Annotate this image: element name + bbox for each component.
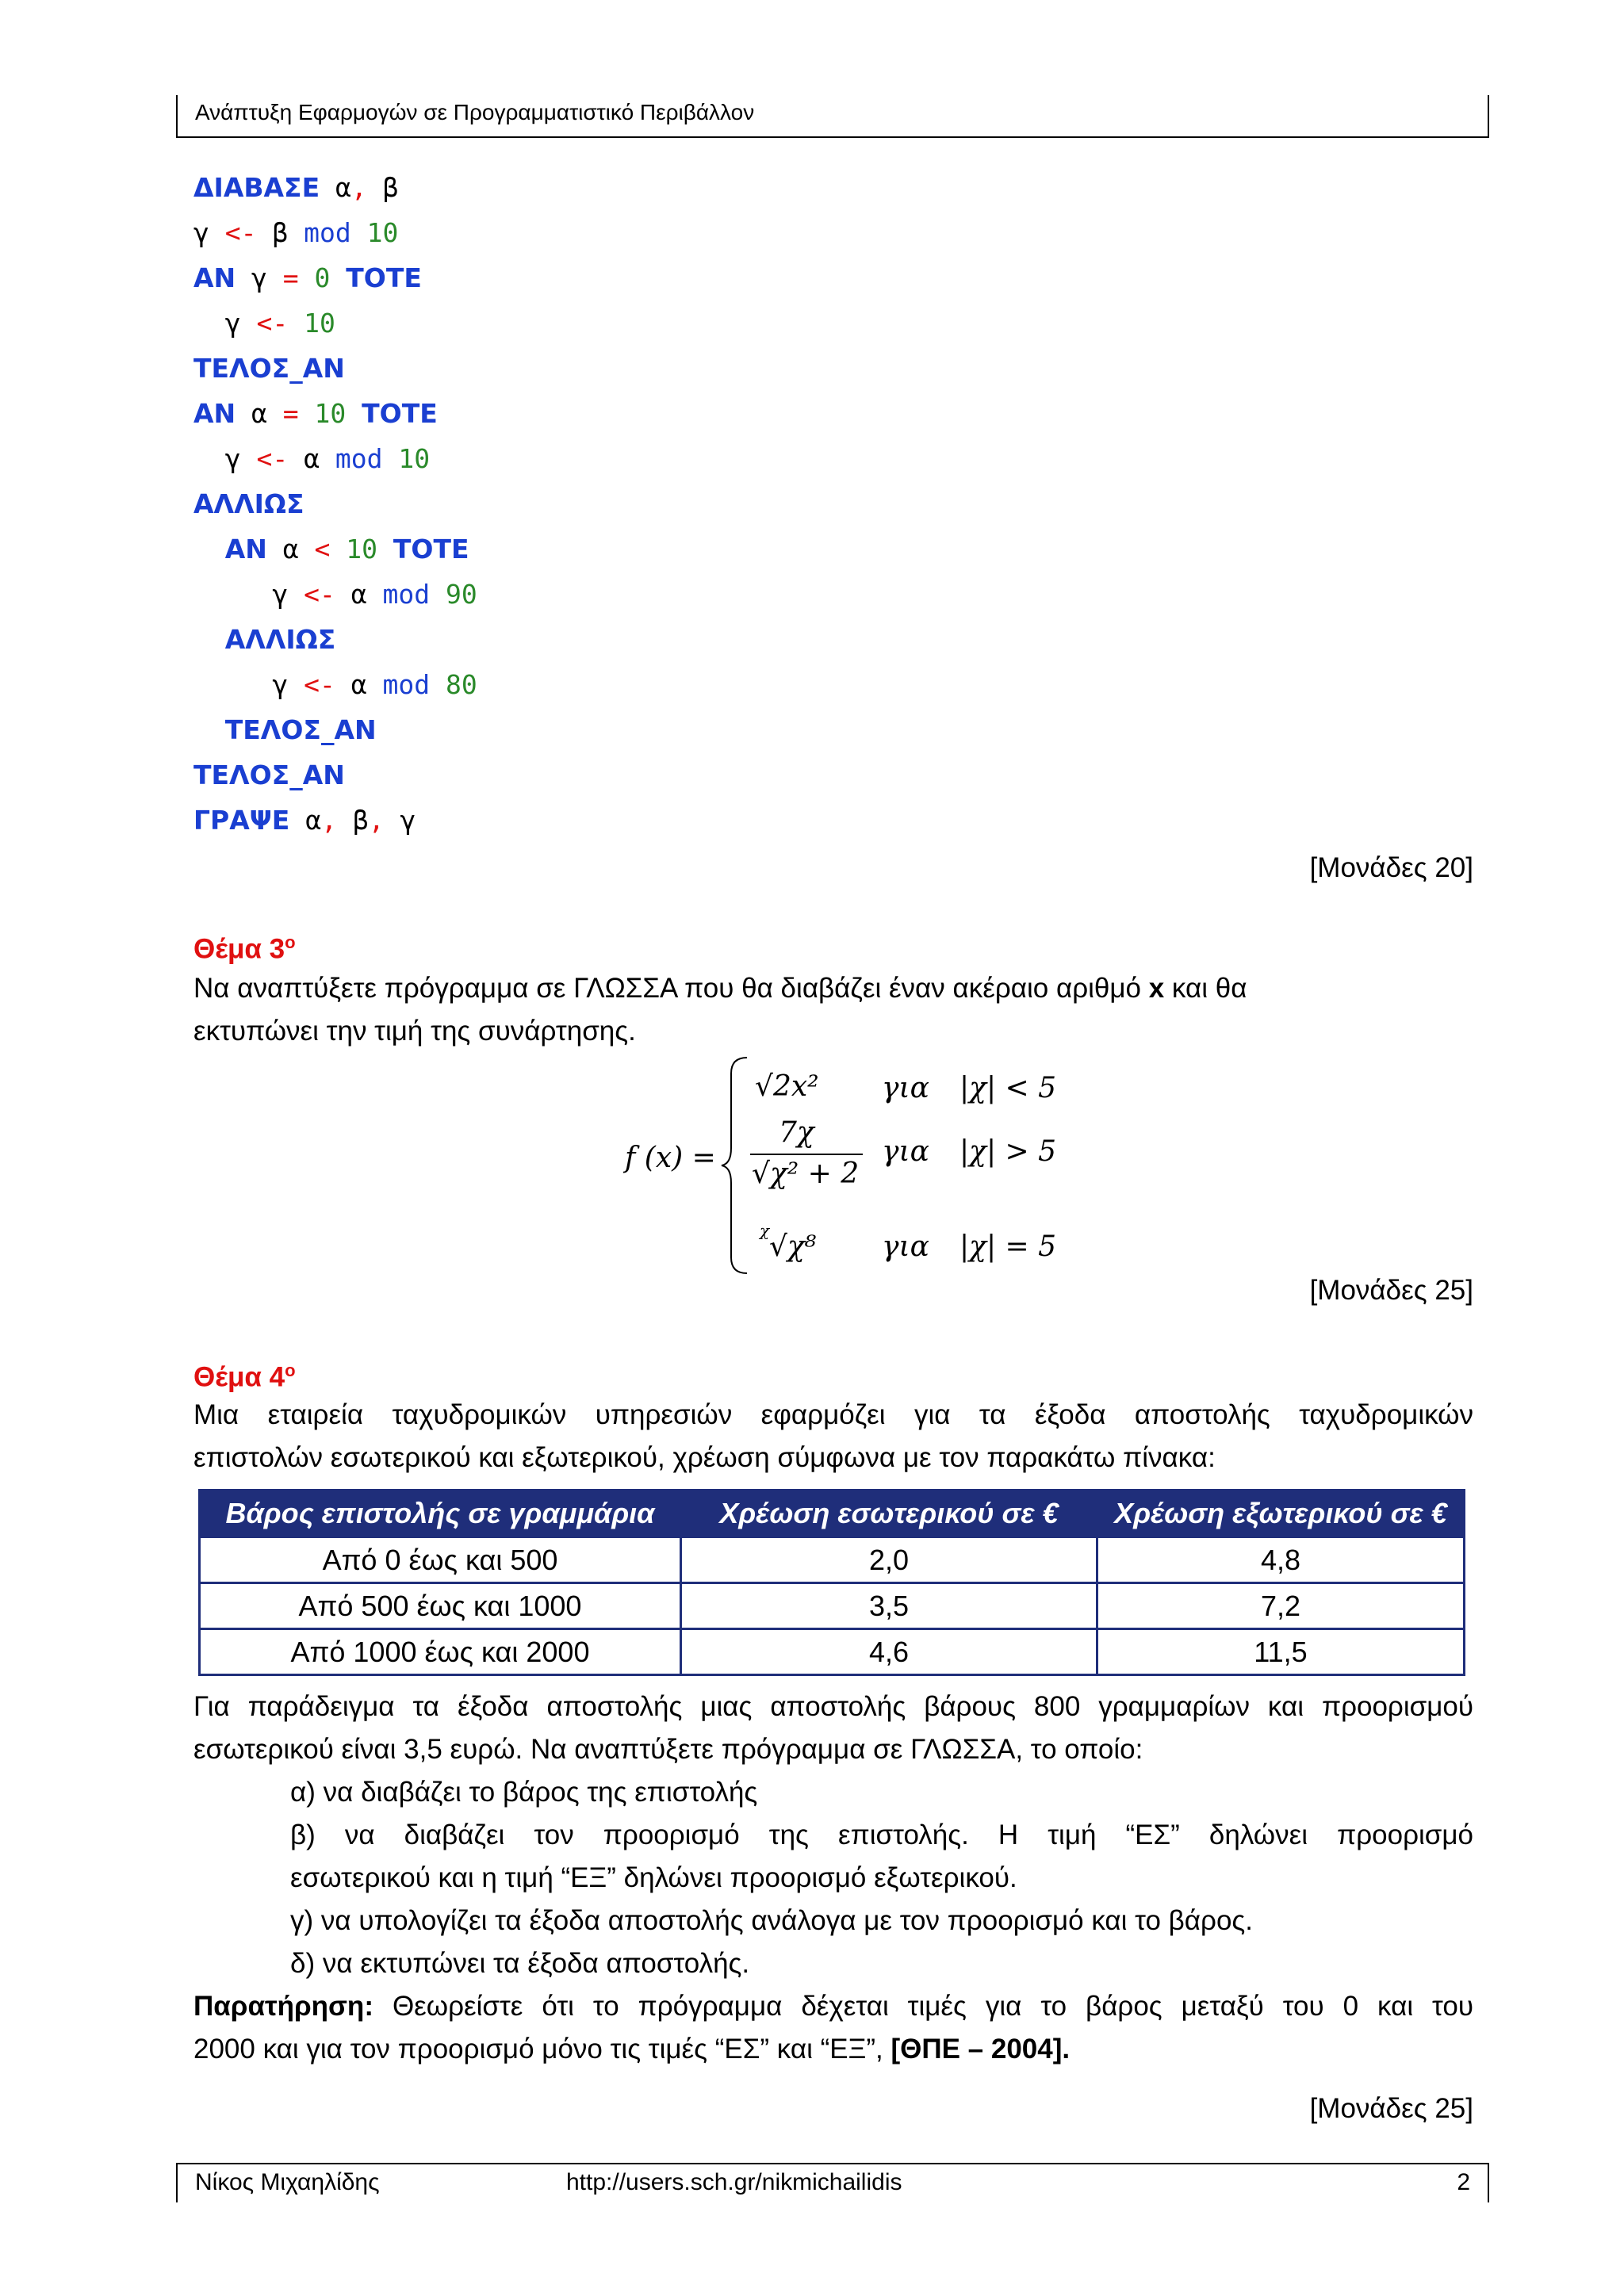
operator: < (314, 534, 331, 564)
theme3-line2: εκτυπώνει την τιμή της συνάρτησης. (193, 1016, 636, 1047)
theme4-body (193, 1686, 1473, 2071)
header-title: Ανάπτυξη Εφαρμογών σε Προγραμματιστικό Περιβάλλον (195, 100, 755, 124)
keyword: ΑΛΛΙΩΣ (224, 624, 336, 655)
keyword: ΑΝ (193, 262, 236, 293)
cell-international: 7,2 (1097, 1583, 1465, 1629)
theme3-text (193, 967, 1473, 1053)
cell-weight: Από 500 έως και 1000 (200, 1583, 681, 1629)
theme4-title: Θέμα 4 (193, 1361, 285, 1393)
table-row (200, 1583, 1465, 1629)
keyword: ΑΛΛΙΩΣ (193, 488, 304, 519)
case3-root-index: χ (760, 1221, 770, 1240)
piecewise-formula (619, 1054, 1063, 1276)
keyword: ΤΟΤΕ (393, 534, 469, 564)
mod-operator: mod (304, 217, 351, 248)
cell-domestic: 3,5 (681, 1583, 1097, 1629)
code-line (193, 481, 477, 526)
note-line1 (193, 1985, 1473, 2028)
theme4-intro-line1: Μια εταιρεία ταχυδρομικών υπηρεσιών εφαρμόζει για τα έξοδα αποστολής ταχυδρομικών (193, 1399, 1473, 1430)
theme3-title: Θέμα 3 (193, 933, 285, 965)
item-a: α) να διαβάζει το βάρος της επιστολής (290, 1777, 758, 1808)
code-line (193, 210, 477, 255)
variable: β (272, 217, 289, 248)
theme3-heading (193, 921, 296, 971)
cell-international: 4,8 (1097, 1537, 1465, 1583)
number: 10 (304, 308, 335, 339)
formula-lhs: f (x) = (625, 1142, 716, 1174)
item-c: γ) να υπολογίζει τα έξοδα αποστολής ανάλογα με τον προορισμό και το βάρος. (290, 1905, 1254, 1936)
theme3-line1-bold: x (1148, 973, 1165, 1004)
number: 80 (445, 669, 477, 700)
code-line (193, 346, 477, 391)
variable: α (305, 805, 322, 836)
number: 10 (346, 534, 378, 564)
note-reference: [ΘΠΕ – 2004]. (891, 2034, 1071, 2064)
operator: = (282, 398, 299, 429)
mod-operator: mod (382, 669, 431, 700)
number: 10 (398, 443, 431, 474)
note-text-1: Θεωρείστε ότι το πρόγραμμα δέχεται τιμές για το βάρος μεταξύ του 0 και του (392, 1991, 1473, 2022)
keyword: ΤΟΤΕ (346, 262, 422, 293)
footer-author: Νίκος Μιχαηλίδης (195, 2169, 380, 2195)
note-label: Παρατήρηση: (193, 1991, 373, 2022)
condition-3: |χ| = 5 (959, 1230, 1057, 1263)
theme3-line1-text: Να αναπτύξετε πρόγραμμα σε ΓΛΩΣΣΑ που θα διαβάζει έναν ακέραιο αριθμό (193, 973, 1141, 1004)
for-word-2: για (882, 1135, 929, 1168)
cell-domestic: 2,0 (681, 1537, 1097, 1583)
theme4-intro (193, 1394, 1473, 1479)
operator: = (282, 262, 299, 293)
code-line (193, 436, 477, 481)
code-line (193, 165, 477, 210)
theme3-line1-end: και θα (1171, 973, 1247, 1004)
fraction-bar (750, 1154, 863, 1155)
for-word-3: για (882, 1230, 929, 1263)
theme4-sup: ο (285, 1360, 296, 1380)
mod-operator: mod (382, 579, 431, 610)
code-line (193, 752, 477, 798)
keyword: ΤΕΛΟΣ_ΑΝ (193, 353, 345, 384)
note-text-2: 2000 και για τον προορισμό μόνο τις τιμές “ΕΣ” και “ΕΞ”, (193, 2034, 883, 2064)
footer-url: http://users.sch.gr/nikmichailidis (566, 2169, 902, 2195)
number: 0 (314, 262, 331, 293)
table-row (200, 1537, 1465, 1583)
item-d: δ) να εκτυπώνει τα έξοδα αποστολής. (290, 1948, 750, 1979)
item-b-line2: εσωτερικού και η τιμή “ΕΞ” δηλώνει προορισμό εξωτερικού. (290, 1862, 1017, 1893)
marks-25-a: [Μονάδες 25] (1309, 1275, 1473, 1306)
code-line (193, 662, 477, 707)
mod-operator: mod (335, 443, 383, 474)
left-brace (720, 1054, 752, 1276)
condition-1: |χ| < 5 (959, 1072, 1057, 1104)
marks-25-b: [Μονάδες 25] (1309, 2093, 1473, 2124)
body-line-1: Για παράδειγμα τα έξοδα αποστολής μιας αποστολής βάρους 800 γραμμαρίων και προορισμού (193, 1691, 1473, 1722)
note-line2 (193, 2028, 1473, 2071)
keyword: ΑΝ (193, 398, 236, 429)
cell-domestic: 4,6 (681, 1629, 1097, 1675)
variable: β (382, 172, 399, 203)
operator: <- (224, 217, 257, 248)
case1-expression: √2x² (755, 1070, 819, 1103)
variable: α (282, 534, 299, 564)
code-line (193, 391, 477, 436)
keyword: ΤΟΤΕ (362, 398, 438, 429)
variable: γ (251, 262, 267, 293)
variable: α (304, 443, 320, 474)
for-word-1: για (882, 1072, 929, 1104)
variable: γ (224, 308, 241, 339)
body-line-2: εσωτερικού είναι 3,5 ευρώ. Να αναπτύξετε πρόγραμμα σε ΓΛΩΣΣΑ, το οποίο: (193, 1734, 1143, 1765)
number: 90 (445, 579, 477, 610)
cell-weight: Από 0 έως και 500 (200, 1537, 681, 1583)
operator: <- (256, 308, 289, 339)
keyword: ΑΝ (224, 534, 267, 564)
page-header (176, 95, 1489, 138)
cell-weight: Από 1000 έως και 2000 (200, 1629, 681, 1675)
table-header-row (200, 1490, 1465, 1537)
case2-numerator: 7χ (779, 1116, 814, 1149)
code-line (193, 617, 477, 662)
variable: γ (400, 805, 416, 836)
variable: γ (193, 217, 209, 248)
operator: <- (304, 669, 335, 700)
code-block (193, 165, 477, 843)
case3-expression: √χ⁸ (769, 1230, 817, 1263)
variable: β (352, 805, 369, 836)
keyword: ΤΕΛΟΣ_ΑΝ (224, 714, 377, 745)
code-line (193, 526, 477, 572)
rates-table (198, 1489, 1465, 1676)
variable: γ (272, 669, 289, 700)
variable: γ (272, 579, 289, 610)
variable: α (251, 398, 267, 429)
header-domestic: Χρέωση εσωτερικού σε € (681, 1490, 1097, 1537)
header-international: Χρέωση εξωτερικού σε € (1097, 1490, 1465, 1537)
header-weight: Βάρος επιστολής σε γραμμάρια (200, 1490, 681, 1537)
keyword: ΔΙΑΒΑΣΕ (193, 172, 320, 203)
variable: γ (224, 443, 241, 474)
number: 10 (314, 398, 347, 429)
variable: α (350, 579, 367, 610)
theme4-intro-line2: επιστολών εσωτερικού και εξωτερικού, χρέωση σύμφωνα με τον παρακάτω πίνακα: (193, 1442, 1216, 1473)
keyword: ΤΕΛΟΣ_ΑΝ (193, 760, 345, 790)
code-line (193, 255, 477, 300)
code-line (193, 300, 477, 346)
number: 10 (366, 217, 399, 248)
case2-denominator: √χ² + 2 (752, 1158, 860, 1190)
theme3-line1 (193, 967, 1473, 1010)
theme4-heading (193, 1349, 296, 1399)
operator: <- (256, 443, 289, 474)
operator: , (368, 805, 385, 836)
code-line (193, 572, 477, 617)
code-line (193, 798, 477, 843)
page-footer (176, 2163, 1489, 2202)
operator: , (321, 805, 337, 836)
table-row (200, 1629, 1465, 1675)
code-line (193, 707, 477, 752)
keyword: ΓΡΑΨΕ (193, 805, 290, 836)
condition-2: |χ| > 5 (959, 1135, 1057, 1168)
item-b-line1: β) να διαβάζει τον προορισμό της επιστολής. Η τιμή “ΕΣ” δηλώνει προορισμό (290, 1820, 1473, 1850)
operator: <- (304, 579, 335, 610)
theme3-sup: ο (285, 932, 296, 952)
cell-international: 11,5 (1097, 1629, 1465, 1675)
variable: α (335, 172, 351, 203)
marks-20: [Μονάδες 20] (1309, 852, 1473, 883)
operator: , (350, 172, 367, 203)
variable: α (350, 669, 367, 700)
footer-page-number: 2 (1457, 2169, 1470, 2195)
